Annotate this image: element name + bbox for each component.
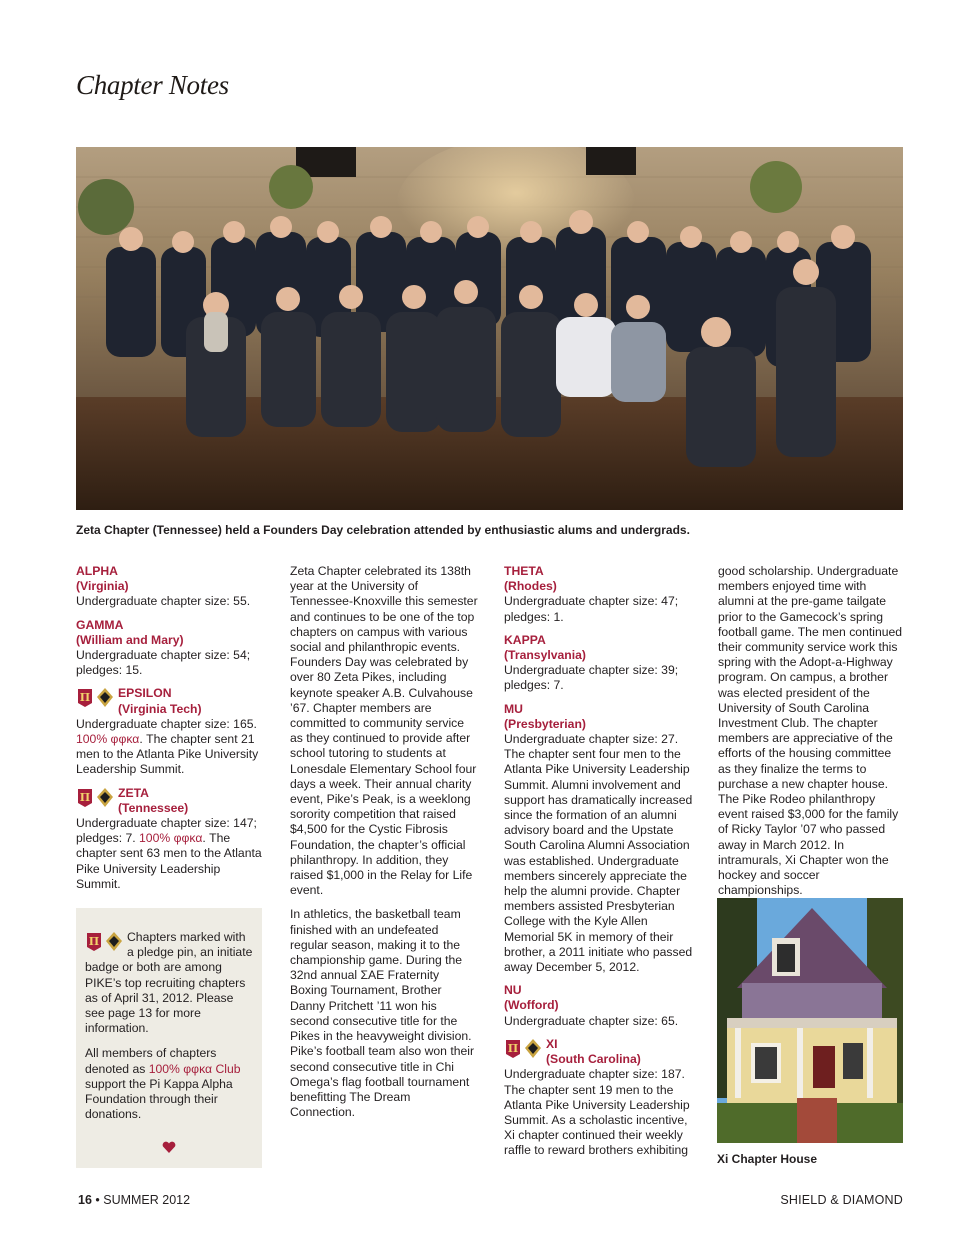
column-3 [504, 564, 694, 1167]
footer-magazine-name: SHIELD & DIAMOND [780, 1193, 903, 1207]
sidebar-club-note: All members of chapters denoted as 100% φφκα Club support the Pi Kappa Alpha Foundation through their donations. [85, 1046, 241, 1122]
house-caption: Xi Chapter House [717, 1152, 818, 1166]
chapter-text: Undergraduate chapter size: 65. [504, 1013, 679, 1028]
chapter-name: EPSILON [118, 686, 172, 701]
issue-label: • SUMMER 2012 [91, 1193, 191, 1207]
chapter-text: Undergraduate chapter size: 55. [76, 594, 251, 609]
chapter-xi [504, 1037, 694, 1159]
chapter-nu [504, 983, 694, 1029]
chapter-school: (Transylvania) [504, 648, 586, 663]
chapter-school: (Rhodes) [504, 579, 557, 594]
chapter-name: XI [546, 1036, 558, 1051]
zeta-athletics-paragraph: In athletics, the basketball team finished with an undefeated regular season, making it to the championship game. During the 32nd annual ΣAE Fraternity Boxing Tournament, Brother Danny Pritchett ’11 won his second consecutive title for the Pikes in the heavyweight division. Pike’s football team also won their second consecutive title in Chi Omega’s flag football tournament benefitting The Dream Connection. [290, 907, 475, 1120]
initiate-badge-icon [96, 687, 114, 708]
page-number: 16 [78, 1193, 92, 1207]
zeta-article-paragraph: Zeta Chapter celebrated its 138th year at the University of Tennessee-Knoxville this semester and continues to be one of the top chapters on campus with various social and philanthropic events. Founders Day was celebrated by over 80 Zeta Pikes, including keynote speaker A.B. Culvahouse ’67. Chapter members are committed to community service as they continued to provide after school tutoring to students at Lonesdale Elementary School four days a week. Their annual charity event, Pike’s Peak, is a weeklong sorority competition that raised $4,500 for the Cystic Fibrosis Foundation, the chapter’s official philanthropy. In addition, they raised $1,000 in the Relay for Life event. [290, 564, 478, 898]
chapter-text: Undergraduate chapter size: 27. The chapter sent four men to the Atlanta Pike University Leadership Summit. Alumni involvement and support has dramatically increased since the formation of an alumni advisory board and the Upstate South Carolina Alumni Association was established. Undergraduate members sincerely appreciate the help the alumni provide. Chapter members assisted Presbyterian College with the Kyle Allen Memorial 5K in memory of their brother, a 2011 initiate who passed away December 5, 2012. [504, 732, 693, 975]
xi-chapter-house-photo [717, 898, 903, 1143]
chapter-text: Undergraduate chapter size: 54; pledges: 15. [76, 648, 251, 678]
chapter-gamma [76, 618, 266, 679]
column-1 [76, 564, 266, 900]
section-title: Chapter Notes [76, 70, 229, 100]
chapter-name: KAPPA [504, 632, 546, 647]
chapter-text: Undergraduate chapter size: 165. 100% φφκα. The chapter sent 21 men to the Atlanta Pike University Leadership Summit. [76, 716, 259, 777]
chapter-school: (Virginia) [76, 579, 129, 594]
recruiting-badges [76, 787, 114, 808]
initiate-badge-icon [96, 787, 114, 808]
recruiting-sidebar [76, 908, 262, 1168]
recruiting-badges [76, 687, 114, 708]
chapter-name: THETA [504, 564, 544, 578]
chapter-text: Undergraduate chapter size: 187. The chapter sent 19 men to the Atlanta Pike University Leadership Summit. As a scholastic incentive, Xi chapter continued their weekly raffle to reward brothers exhibiting [504, 1067, 690, 1158]
foundation-club-tag: 100% φφκα [139, 831, 203, 846]
chapter-name: NU [504, 983, 522, 998]
chapter-name: MU [504, 701, 523, 716]
chapter-text: Undergraduate chapter size: 147; pledges: 7. 100% φφκα. The chapter sent 63 men to the Atlanta Pike University Leadership Summit. [76, 816, 262, 891]
group-photo [76, 147, 903, 510]
sidebar-note: Π Chapters marked with a pledge pin, an initiate badge or both are among PIKE’s top recruiting chapters as of April 31, 2012. Please see page 13 for more information. [85, 930, 253, 1036]
chapter-zeta [76, 786, 266, 892]
chapter-alpha [76, 564, 266, 610]
chapter-school: (Presbyterian) [504, 716, 586, 731]
initiate-badge-icon [524, 1038, 542, 1059]
initiate-badge-icon [105, 931, 123, 952]
chapter-name: ALPHA [76, 564, 118, 578]
foundation-club-tag: 100% φφκα [76, 732, 140, 747]
photo-caption: Zeta Chapter (Tennessee) held a Founders Day celebration attended by enthusiastic alums and undergrads. [76, 523, 690, 537]
chapter-kappa [504, 633, 694, 694]
pledge-pin-icon [76, 787, 94, 808]
chapter-text: Undergraduate chapter size: 39; pledges: 7. [504, 663, 679, 693]
column-4 [718, 564, 904, 898]
chapter-school: (Tennessee) [118, 800, 189, 815]
footer-page-info [78, 1193, 190, 1207]
chapter-mu [504, 702, 694, 976]
chapter-epsilon [76, 686, 266, 777]
chapter-school: (Wofford) [504, 998, 559, 1013]
recruiting-badges [504, 1038, 542, 1059]
chapter-theta [504, 564, 694, 625]
heart-icon [162, 1141, 176, 1154]
pledge-pin-icon [504, 1038, 522, 1059]
recruiting-badges [85, 931, 123, 952]
svg-text:Π: Π [79, 790, 91, 804]
chapter-name: ZETA [118, 785, 149, 800]
column-2 [290, 564, 478, 1120]
xi-continued-text: good scholarship. Undergraduate members enjoyed time with alumni at the pre-game tailgate prior to the Gamecock’s spring football game. The men continued their community service work this spring with the Adopt-a-Highway program. On campus, a brother was elected president of the University of South Carolina Investment Club. The chapter members are appreciative of the efforts of the housing committee as they finalize the terms to purchase a new chapter house. The Pike Rodeo philanthropy event raised $3,000 for the family of Ricky Taylor ’07 who passed away in March 2012. In intramurals, Xi Chapter won the hockey and soccer championships. [718, 564, 903, 898]
chapter-school: (Virginia Tech) [118, 701, 202, 716]
chapter-school: (William and Mary) [76, 632, 184, 647]
svg-text:Π: Π [79, 691, 91, 705]
pledge-pin-icon [76, 687, 94, 708]
svg-text:Π: Π [507, 1041, 519, 1055]
chapter-name: GAMMA [76, 617, 124, 632]
chapter-text: Undergraduate chapter size: 47; pledges: 1. [504, 594, 679, 624]
chapter-school: (South Carolina) [546, 1052, 641, 1067]
pledge-pin-icon [85, 931, 103, 952]
svg-text:Π: Π [88, 935, 100, 948]
